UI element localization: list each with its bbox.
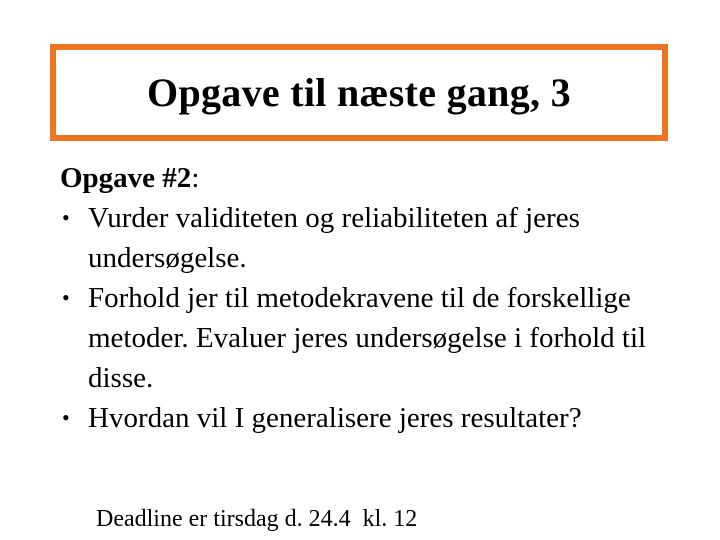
bullet-text: Hvordan vil I generalisere jeres resultater? — [88, 402, 582, 434]
bullet-icon: • — [62, 205, 70, 230]
task-heading-suffix: : — [191, 162, 200, 194]
bullet-text: Forhold jer til metodekravene til de forskellige metoder. Evaluer jeres undersøgelse i forhold til disse. — [88, 282, 647, 394]
list-item — [60, 398, 700, 438]
deadline-note: Deadline er tirsdag d. 24.4 kl. 12 — [96, 506, 418, 532]
slide-title: Opgave til næste gang, 3 — [147, 70, 571, 115]
task-bullet-list — [60, 198, 700, 438]
bullet-icon: • — [62, 285, 70, 310]
bullet-text: Vurder validiteten og reliabiliteten af jeres undersøgelse. — [88, 202, 580, 274]
task-heading — [60, 158, 700, 198]
list-item — [60, 198, 700, 278]
bullet-icon: • — [62, 405, 70, 430]
list-item — [60, 278, 700, 398]
title-frame — [50, 44, 668, 141]
slide-content — [60, 158, 700, 438]
task-heading-label: Opgave #2 — [60, 162, 192, 194]
